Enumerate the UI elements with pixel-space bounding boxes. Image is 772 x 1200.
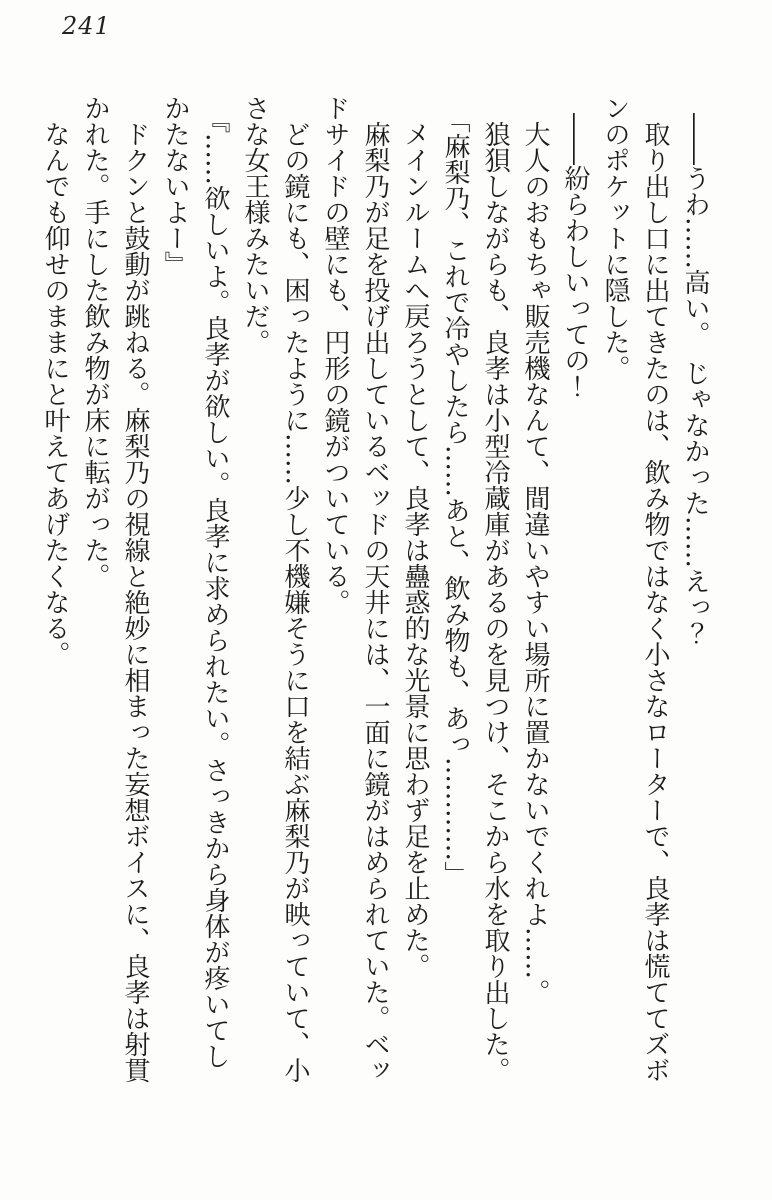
page-number: 241 (62, 12, 111, 40)
paragraph: ドクンと鼓動が跳ねる。麻梨乃の視線と絶妙に相まった妄想ボイスに、良孝は射貫かれた。手にした飲み物が床に転がった。 (80, 95, 150, 1083)
paragraph: 大人のおもちゃ販売機なんて、間違いやすい場所に置かないでくれよ……。 (520, 121, 550, 1005)
paragraph: メインルームへ戻ろうとして、良孝は蠱惑的な光景に思わず足を止めた。 (400, 121, 430, 979)
paragraph: なんでも仰せのままにと叶えてあげたくなる。 (40, 121, 70, 667)
text-column-block (35, 95, 715, 1083)
paragraph: 「麻梨乃、これで冷やしたら……あと、飲み物も、あっ…………」 (440, 106, 470, 887)
paragraph: ――紛らわしいっての！ (560, 113, 590, 400)
paragraph: 『……欲しいよ。良孝が欲しい。良孝に求められたい。さっきから身体が疼いてしかたないよー』 (160, 95, 230, 1069)
paragraph: どの鏡にも、困ったように……少し不機嫌そうに口を結ぶ麻梨乃が映っていて、小さな女王様みたいだ。 (240, 95, 310, 1083)
paragraph: 麻梨乃が足を投げ出しているベッドの天井には、一面に鏡がはめられていた。ベッドサイドの壁にも、円形の鏡がついている。 (320, 95, 390, 1083)
paragraph: 狼狽しながらも、良孝は小型冷蔵庫があるのを見つけ、そこから水を取り出した。 (480, 121, 510, 1083)
paragraph: ――うわ……高い。 じゃなかった……えっ？ (680, 113, 710, 647)
paragraph: 取り出し口に出てきたのは、飲み物ではなく小さなローターで、良孝は慌ててズボンのポケットに隠した。 (600, 95, 670, 1083)
